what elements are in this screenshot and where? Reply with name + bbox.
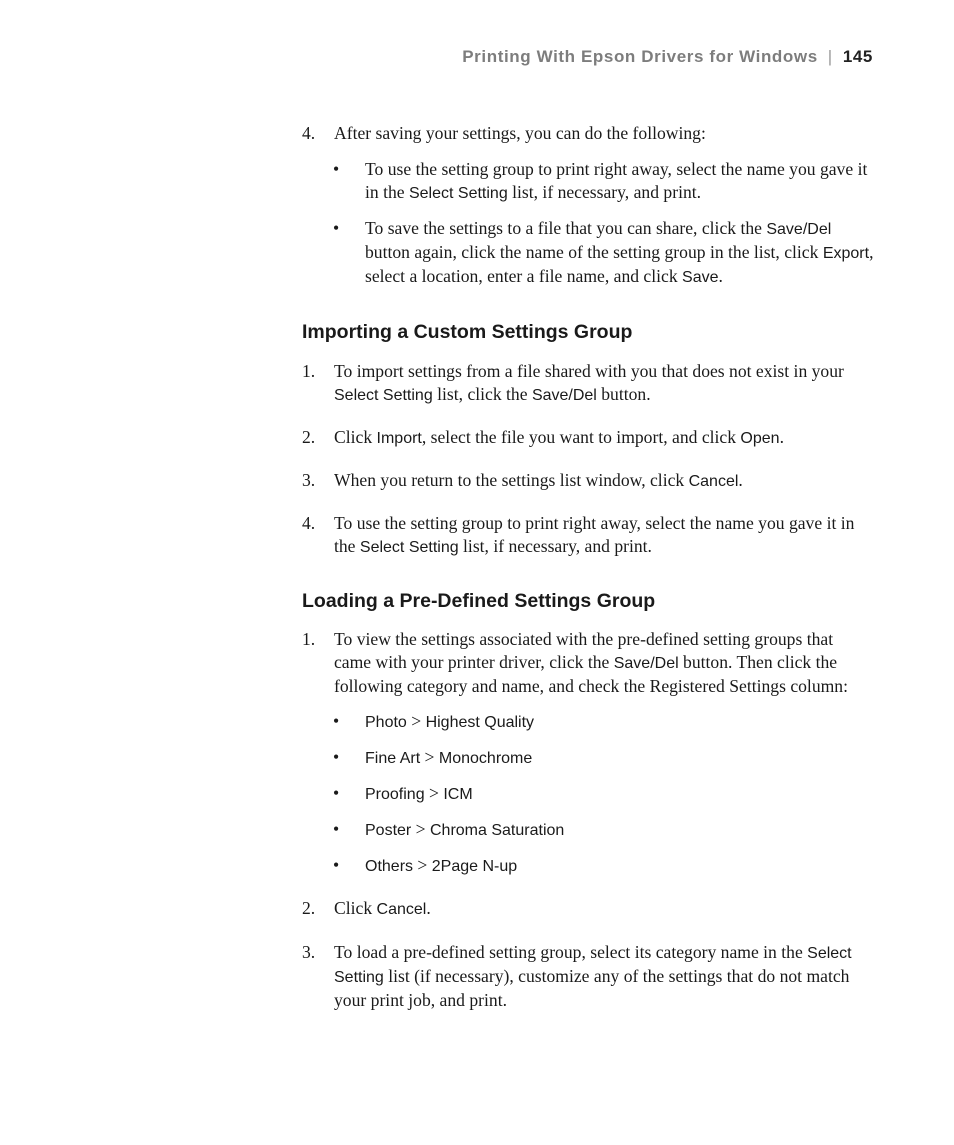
bullet-icon: • (333, 855, 340, 875)
arrow-separator: > (424, 747, 435, 767)
load-step-3: 3. To load a pre-defined setting group, select its category name in the Select Setting list (if necessary), customize any of the settings that do not match your print job, and print. (302, 942, 852, 1010)
header-title: Printing With Epson Drivers for Windows (462, 47, 818, 66)
list-item (333, 818, 874, 842)
load-step-1: 1. To view the settings associated with the pre-defined setting groups that came with your printer driver, click the Save/Del button. Then click the following category and name, and check the Registered Settings column: (302, 629, 848, 696)
heading-loading: Loading a Pre-Defined Settings Group (302, 590, 656, 612)
group-name: 2Page N-up (431, 858, 518, 875)
step-number: 4. (302, 513, 316, 533)
arrow-separator: > (415, 819, 426, 839)
ui-label-save-del: Save/Del (766, 221, 832, 238)
page-content (302, 122, 874, 1012)
step-number: 3. (302, 942, 316, 962)
group-name: ICM (443, 786, 473, 803)
ui-label-save: Save (682, 269, 719, 286)
group-name: Monochrome (438, 750, 533, 767)
bullet-icon: • (333, 747, 340, 767)
list-item: • To use the setting group to print right away, select the name you gave it in the Select Setting list, if necessary, and print. (333, 159, 868, 202)
ui-label-import: Import (376, 430, 422, 447)
import-step-3: 3. When you return to the settings list window, click Cancel. (302, 470, 743, 490)
group-name: Chroma Saturation (430, 822, 565, 839)
step-number: 2. (302, 898, 316, 918)
list-item (333, 782, 874, 806)
ui-label-select-setting: Select Setting (408, 185, 508, 202)
list-item: • To save the settings to a file that you can share, click the Save/Del button again, click the name of the setting group in the list, click Export, select a location, enter a file name, and click Save. (333, 218, 874, 286)
bullet-icon: • (333, 783, 340, 803)
heading-importing: Importing a Custom Settings Group (302, 321, 633, 343)
step-4-after-saving (302, 122, 874, 145)
step-number: 2. (302, 427, 316, 447)
group-category: Poster (365, 822, 412, 839)
predefined-groups-list (302, 710, 874, 878)
bullet-icon: • (333, 218, 340, 238)
import-step-1: 1. To import settings from a file shared with you that does not exist in your Select Setting list, click the Save/Del button. (302, 361, 844, 404)
arrow-separator: > (411, 711, 422, 731)
import-step-2: 2. Click Import, select the file you want to import, and click Open. (302, 427, 784, 447)
step-text: After saving your settings, you can do the following: (334, 123, 706, 143)
ui-label-cancel: Cancel (688, 473, 739, 490)
step-number: 1. (302, 361, 316, 381)
group-category: Others (365, 858, 414, 875)
ui-label-cancel: Cancel (376, 901, 427, 918)
running-header (462, 47, 873, 67)
load-step-2: 2. Click Cancel. (302, 898, 431, 918)
list-item (333, 746, 874, 770)
bullet-icon: • (333, 159, 340, 179)
step-number: 3. (302, 470, 316, 490)
group-category: Proofing (365, 786, 425, 803)
import-step-4: 4. To use the setting group to print right away, select the name you gave it in the Select Setting list, if necessary, and print. (302, 513, 855, 556)
ui-label-select-setting: Select Setting (334, 387, 433, 404)
ui-label-save-del: Save/Del (531, 387, 597, 404)
bullet-icon: • (333, 819, 340, 839)
after-saving-options (302, 158, 874, 289)
ui-label-select-setting: Select Setting (334, 945, 852, 986)
page-number: 145 (842, 47, 873, 66)
arrow-separator: > (417, 855, 428, 875)
step-number: 1. (302, 629, 316, 649)
group-category: Photo (365, 714, 407, 731)
ui-label-open: Open (740, 430, 780, 447)
list-item (333, 710, 874, 734)
list-item (333, 854, 874, 878)
ui-label-save-del: Save/Del (613, 655, 679, 672)
group-category: Fine Art (365, 750, 421, 767)
group-name: Highest Quality (425, 714, 535, 731)
step-number: 4. (302, 123, 316, 143)
ui-label-export: Export (822, 245, 870, 262)
ui-label-select-setting: Select Setting (359, 539, 459, 556)
bullet-icon: • (333, 711, 340, 731)
header-separator: | (827, 47, 833, 66)
arrow-separator: > (429, 783, 439, 803)
